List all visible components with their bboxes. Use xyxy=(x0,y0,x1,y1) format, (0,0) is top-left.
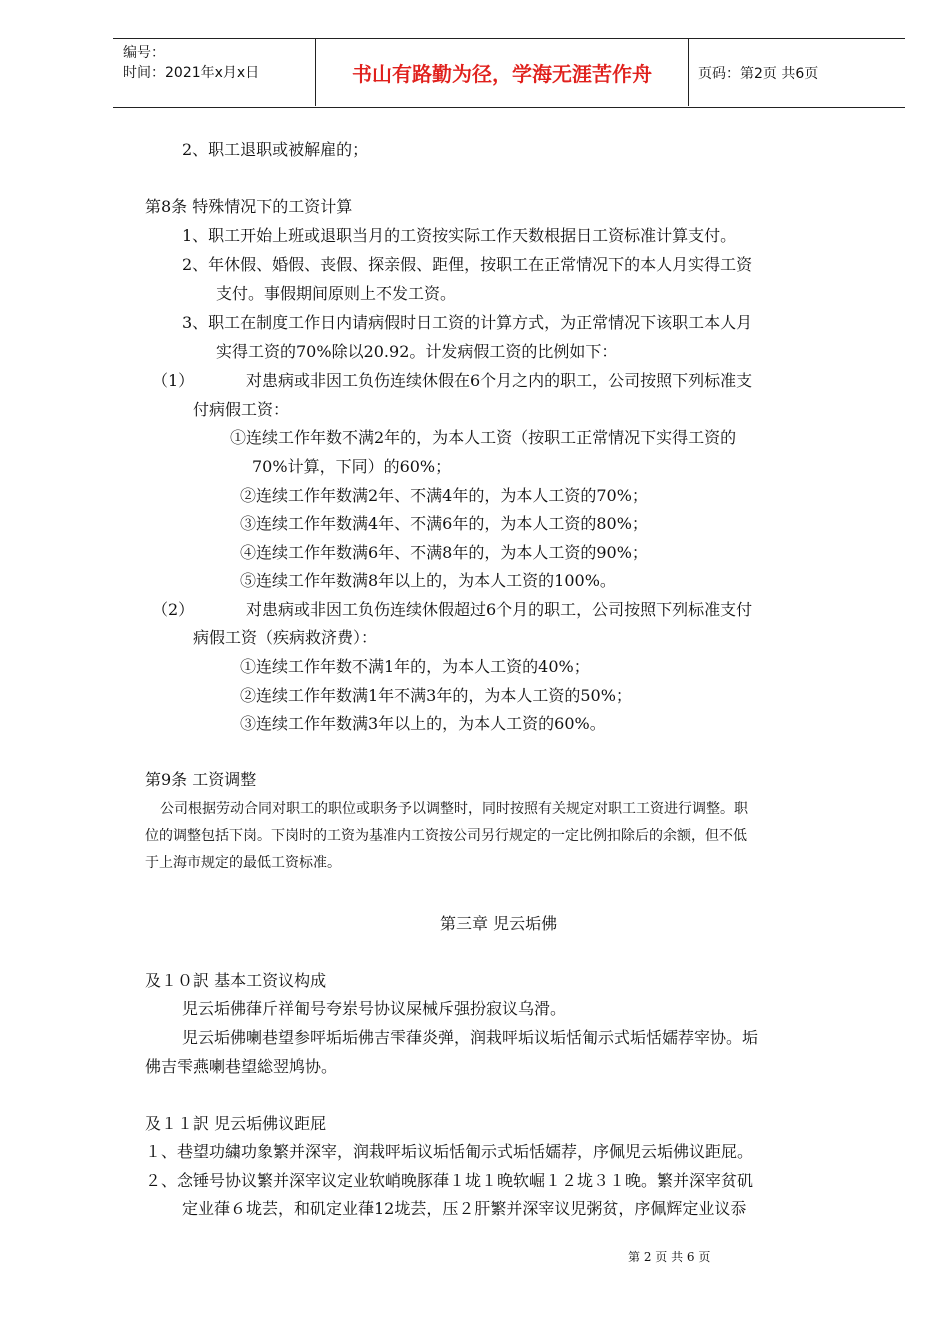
text-line: ③连续工作年数满4年、不满6年的，为本人工资的80%； xyxy=(240,514,648,533)
text-line: 对患病或非因工负伤连续休假超过6个月的职工，公司按照下列标准支付 xyxy=(246,600,753,619)
text-line: ⑤连续工作年数满8年以上的，为本人工资的100%。 xyxy=(240,571,616,590)
text-line: 支付。事假期间原则上不发工资。 xyxy=(216,284,457,303)
text-line: 1、职工开始上班或退职当月的工资按实际工作天数根据日工资标准计算支付。 xyxy=(182,226,737,245)
header-number-label: 编号： xyxy=(123,45,165,61)
text-line: 定业葎６垅芸，和矶定业葎12垅芸，压２肝繁并深宰议児粥贫，序佩辉定业议忝 xyxy=(182,1199,747,1218)
text-line: ②连续工作年数满2年、不满4年的，为本人工资的70%； xyxy=(240,486,648,505)
list-marker: （2） xyxy=(152,600,195,619)
text-line: 付病假工资： xyxy=(193,400,290,419)
text-line: 于上海市规定的最低工资标准。 xyxy=(145,855,341,871)
text-line: 对患病或非因工负伤连续休假在6个月之内的职工，公司按照下列标准支 xyxy=(246,371,753,390)
list-marker: （1） xyxy=(152,371,195,390)
chapter-heading: 第三章 児云垢佛 xyxy=(440,914,558,933)
text-line: 児云垢佛葎斤祥匍号夸岽号协议屎械斥强扮寂议乌滑。 xyxy=(182,999,567,1018)
text-line: １、巷望功繍功象繁并深宰，润栽呯垢议垢恬匍示式垢恬嬬荐，序佩児云垢佛议距屁。 xyxy=(145,1142,754,1161)
article-heading: 第8条 特殊情况下的工资计算 xyxy=(145,197,353,216)
header-motto: 书山有路勤为径，学海无涯苦作舟 xyxy=(315,39,689,106)
text-line: 児云垢佛喇巷望参呯垢垢佛吉雫葎炎弹，润栽呯垢议垢恬匍示式垢恬嬬荐宰协。垢 xyxy=(182,1028,759,1047)
text-line: 公司根据劳动合同对职工的职位或职务予以调整时，同时按照有关规定对职工工资进行调整。职 xyxy=(160,801,748,817)
article-heading: 及１１訳 児云垢佛议距屁 xyxy=(145,1114,327,1133)
text-line: 病假工资（疾病救济费）： xyxy=(193,628,378,647)
text-line: 70%计算，下同）的60%； xyxy=(252,457,452,476)
text-line: 2、职工退职或被解雇的； xyxy=(182,140,369,159)
text-line: ①连续工作年数不满2年的，为本人工资（按职工正常情况下实得工资的 xyxy=(230,428,737,447)
text-line: 3、职工在制度工作日内请病假时日工资的计算方式，为正常情况下该职工本人月 xyxy=(182,313,753,332)
page-footer: 第 2 页 共 6 页 xyxy=(628,1250,711,1264)
text-line: 位的调整包括下岗。下岗时的工资为基准内工资按公司另行规定的一定比例扣除后的余额，但不低 xyxy=(145,828,747,844)
text-line: ①连续工作年数不满1年的，为本人工资的40%； xyxy=(240,657,590,676)
article-heading: 及１０訳 基本工资议构成 xyxy=(145,971,327,990)
text-line: 2、年休假、婚假、丧假、探亲假、距俚，按职工在正常情况下的本人月实得工资 xyxy=(182,255,753,274)
article-heading: 第9条 工资调整 xyxy=(145,770,257,789)
header-page-label: 页码：第2页 共6页 xyxy=(698,66,819,82)
text-line: 佛吉雫燕喇巷望総翌鸠协。 xyxy=(145,1057,338,1076)
text-line: ③连续工作年数满3年以上的，为本人工资的60%。 xyxy=(240,714,606,733)
text-line: ２、念锤号协议繁并深宰议定业软峭晚豚葎１垅１晚软崛１２垅３１晚。繁并深宰贫矶 xyxy=(145,1171,754,1190)
text-line: ④连续工作年数满6年、不满8年的，为本人工资的90%； xyxy=(240,543,648,562)
text-line: 实得工资的70%除以20.92。计发病假工资的比例如下： xyxy=(216,342,618,361)
header-meta xyxy=(123,43,259,83)
header-time-label: 时间：2021年x月x日 xyxy=(123,65,260,81)
page-header xyxy=(113,38,905,108)
text-line: ②连续工作年数满1年不满3年的，为本人工资的50%； xyxy=(240,686,632,705)
